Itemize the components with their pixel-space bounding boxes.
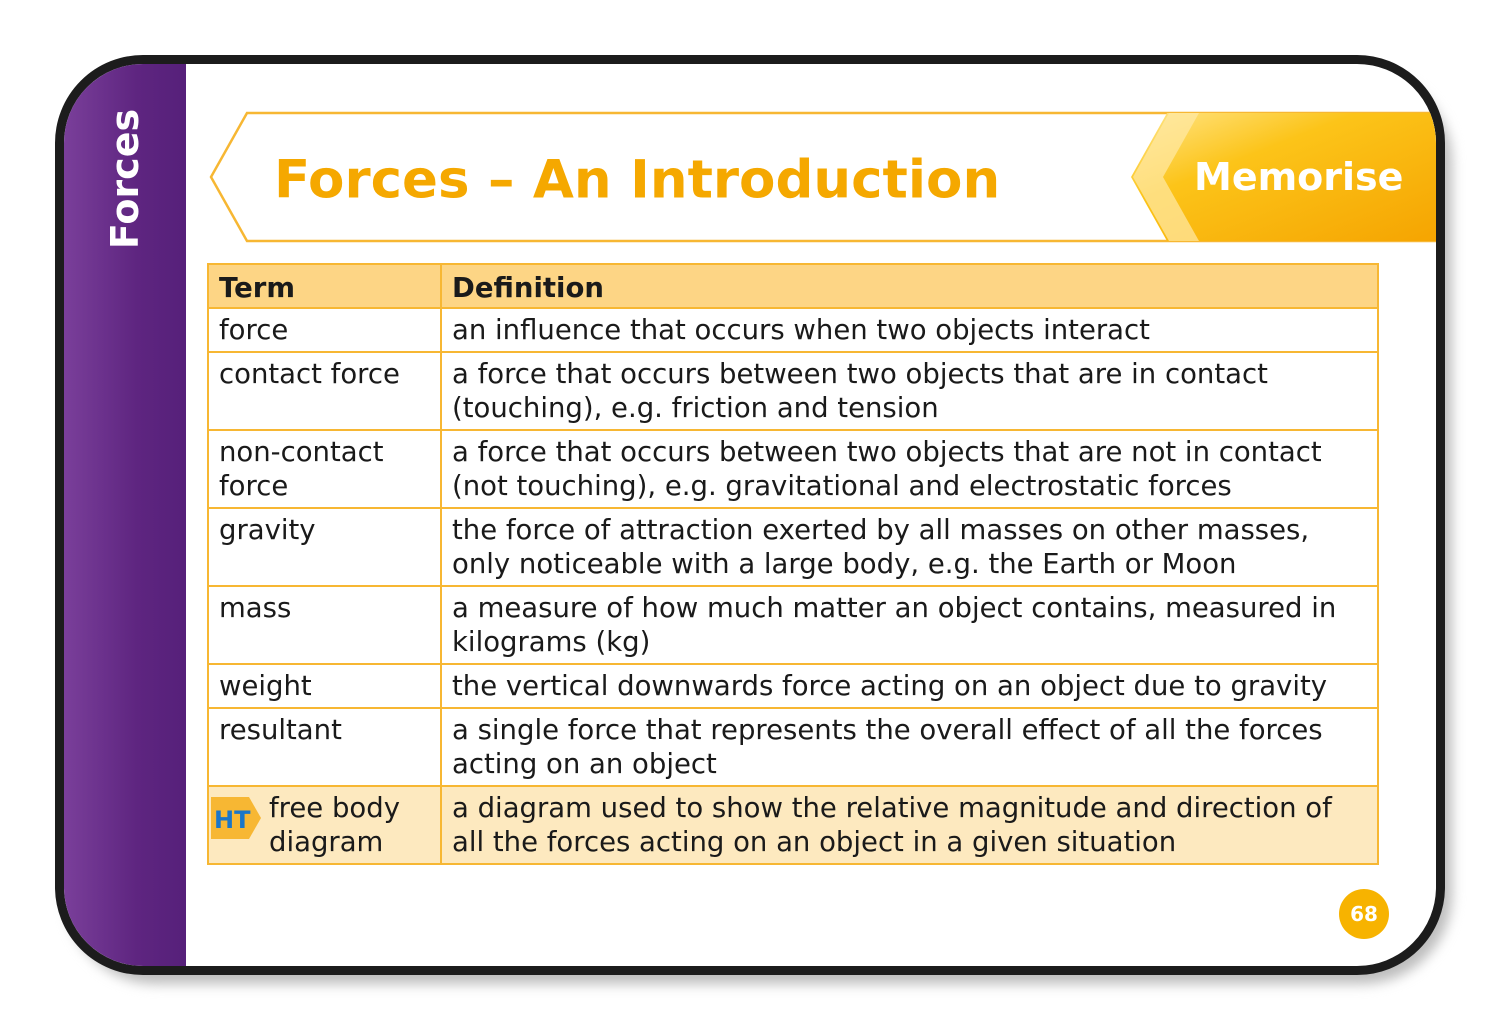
table-row-higher-tier [208,786,1378,864]
term-cell: non-contact force [208,430,441,508]
definition-cell: a single force that represents the overall effect of all the forces acting on an object [441,708,1378,786]
higher-tier-badge [211,797,261,839]
definition-column-header: Definition [441,264,1378,308]
table-row [208,352,1378,430]
higher-tier-badge-label: HT [214,806,251,834]
term-cell: resultant [208,708,441,786]
terms-table [207,263,1379,865]
term-column-header: Term [208,264,441,308]
revision-card [55,55,1445,975]
definition-cell: an influence that occurs when two objects interact [441,308,1378,352]
definition-cell: a diagram used to show the relative magnitude and direction of all the forces acting on an object in a given situation [441,786,1378,864]
table-row [208,708,1378,786]
definition-cell: a measure of how much matter an object contains, measured in kilograms (kg) [441,586,1378,664]
page-title: Forces – An Introduction [274,149,1001,211]
term-cell: gravity [208,508,441,586]
term-cell: mass [208,586,441,664]
table-row [208,664,1378,708]
memorise-tag: Memorise [1194,155,1404,199]
table-row [208,308,1378,352]
table-row [208,430,1378,508]
term-cell [208,786,441,864]
sidebar [64,64,186,966]
definition-cell: a force that occurs between two objects that are not in contact (not touching), e.g. gravitational and electrostatic forces [441,430,1378,508]
page-number-badge: 68 [1339,889,1389,939]
term-cell: weight [208,664,441,708]
table-row [208,586,1378,664]
table-row [208,508,1378,586]
definition-cell: the force of attraction exerted by all masses on other masses, only noticeable with a large body, e.g. the Earth or Moon [441,508,1378,586]
term-cell: contact force [208,352,441,430]
definition-cell: the vertical downwards force acting on an object due to gravity [441,664,1378,708]
term-cell: force [208,308,441,352]
definition-cell: a force that occurs between two objects that are in contact (touching), e.g. friction and tension [441,352,1378,430]
sidebar-topic-label: Forces [103,108,147,250]
table-header-row [208,264,1378,308]
term-text: free body diagram [269,792,400,858]
